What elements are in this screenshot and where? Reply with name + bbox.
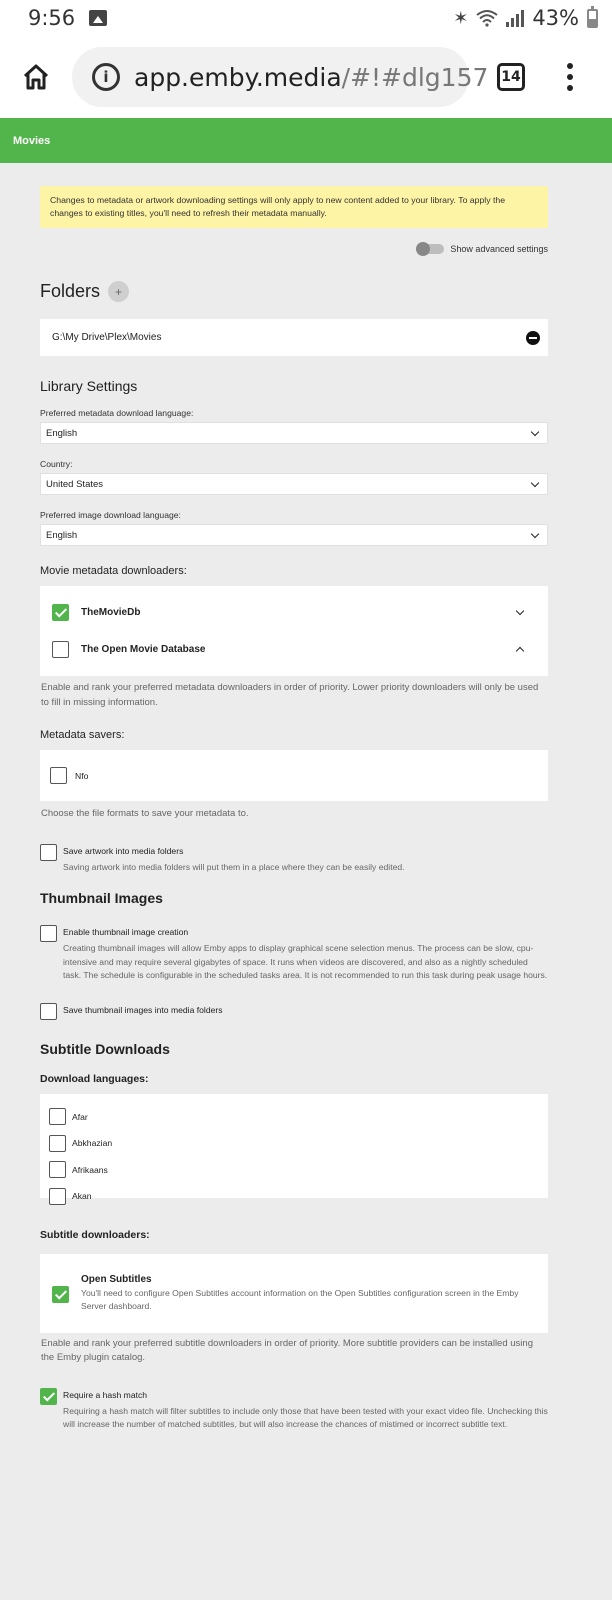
hash-match-label: Require a hash match xyxy=(63,1389,148,1400)
bluetooth-icon: ✶ xyxy=(453,7,469,28)
language-checkbox[interactable] xyxy=(49,1188,66,1205)
save-artwork-help: Saving artwork into media folders will put them in a place where they can be easily edited. xyxy=(63,861,405,872)
downloader-name: The Open Movie Database xyxy=(81,644,206,655)
home-button[interactable] xyxy=(0,36,72,118)
folder-path: G:\My Drive\Plex\Movies xyxy=(52,332,162,343)
url-path: /#!#dlg157 xyxy=(341,62,489,92)
cell-signal-icon xyxy=(506,9,524,27)
language-name: Akan xyxy=(72,1191,92,1202)
language-name: Abkhazian xyxy=(72,1138,113,1149)
movie-downloaders-help: Enable and rank your preferred metadata downloaders in order of priority. Lower priority downloaders will only be used to fill in missing information. xyxy=(41,682,539,708)
metadata-savers-heading: Metadata savers: xyxy=(40,729,125,741)
app-header xyxy=(0,118,612,163)
subtitle-downloaders-help: Enable and rank your preferred subtitle downloaders in order of priority. More subtitle providers can be installed using the Emby plugin catalog. xyxy=(41,1337,533,1363)
list-item xyxy=(40,1157,548,1184)
folder-item[interactable] xyxy=(40,319,548,356)
library-edit-form xyxy=(40,163,548,1432)
library-settings-heading: Library Settings xyxy=(40,378,138,394)
url-text xyxy=(134,62,489,92)
chevron-down-icon xyxy=(531,427,539,435)
country-label: Country: xyxy=(40,459,73,469)
metadata-notice: Changes to metadata or artwork downloading settings will only apply to new content added to your library. To apply the changes to existing titles, you'll need to refresh their metadata manually. xyxy=(40,186,548,228)
metadata-savers-list xyxy=(40,750,548,801)
download-languages-heading: Download languages: xyxy=(40,1072,149,1085)
site-info-icon[interactable]: i xyxy=(92,63,120,91)
omdb-checkbox[interactable] xyxy=(52,641,69,658)
enable-thumbnail-help: Creating thumbnail images will allow Emby apps to display graphical scene selection menus. The process can be slow, cpu-intensive and may require several gigabytes of space. It runs when videos are discovered, and also as a nightly scheduled task. The schedule is configurable in the scheduled tasks area. It is not recommended to run this task during peak usage hours. xyxy=(63,943,548,980)
country-value: United States xyxy=(46,478,104,490)
list-item xyxy=(40,594,548,631)
metadata-language-value: English xyxy=(46,427,78,439)
battery-percent: 43% xyxy=(532,6,579,30)
save-artwork-label: Save artwork into media folders xyxy=(63,845,184,856)
advanced-settings-toggle[interactable] xyxy=(418,244,444,254)
image-language-select[interactable] xyxy=(40,524,548,546)
list-item xyxy=(40,1104,548,1131)
advanced-settings-label: Show advanced settings xyxy=(450,244,548,254)
battery-icon xyxy=(587,9,598,28)
move-down-chevron-icon[interactable] xyxy=(516,607,524,615)
language-name: Afar xyxy=(72,1111,88,1122)
subtitle-downloaders-heading: Subtitle downloaders: xyxy=(40,1228,150,1241)
hash-match-help: Requiring a hash match will filter subtitles to include only those that have been tested with your exact video file. Unchecking this will increase the number of matched subtitles, but will also increase the chances of mistimed or incorrect subtitle text. xyxy=(63,1405,548,1429)
enable-thumbnail-checkbox[interactable] xyxy=(40,925,57,942)
more-options-icon[interactable] xyxy=(565,63,575,91)
download-languages-list[interactable] xyxy=(40,1094,548,1202)
page-title: Movies xyxy=(13,134,51,147)
chevron-down-icon xyxy=(531,529,539,537)
move-up-chevron-icon[interactable] xyxy=(516,647,524,655)
subtitle-downloaders-list xyxy=(40,1254,548,1333)
nfo-checkbox[interactable] xyxy=(50,767,67,784)
language-checkbox[interactable] xyxy=(49,1161,66,1178)
advanced-settings-row xyxy=(40,242,548,256)
language-checkbox[interactable] xyxy=(49,1135,66,1152)
browser-toolbar xyxy=(0,36,612,118)
save-artwork-field xyxy=(40,842,548,875)
folders-heading: Folders xyxy=(40,281,101,301)
hash-match-field xyxy=(40,1386,548,1432)
language-checkbox[interactable] xyxy=(49,1108,66,1125)
list-item xyxy=(40,631,548,668)
image-language-label: Preferred image download language: xyxy=(40,510,181,520)
thumbnail-enable-field xyxy=(40,923,548,983)
tab-switcher-button[interactable]: 14 xyxy=(497,63,525,91)
metadata-language-select[interactable] xyxy=(40,422,548,444)
subtitle-downloads-heading: Subtitle Downloads xyxy=(40,1040,170,1057)
metadata-savers-help: Choose the file formats to save your metadata to. xyxy=(41,808,249,819)
gallery-notification-icon xyxy=(89,10,107,26)
downloader-name: TheMovieDb xyxy=(81,607,141,618)
url-host: app.emby.media xyxy=(134,62,342,92)
home-icon xyxy=(22,64,50,90)
movie-downloaders-heading: Movie metadata downloaders: xyxy=(40,565,187,577)
hash-match-checkbox[interactable] xyxy=(40,1388,57,1405)
save-thumbnail-checkbox[interactable] xyxy=(40,1003,57,1020)
status-time: 9:56 xyxy=(28,6,76,30)
open-subtitles-checkbox[interactable] xyxy=(52,1286,69,1303)
list-item xyxy=(40,1183,548,1210)
country-select[interactable] xyxy=(40,473,548,495)
remove-folder-icon[interactable] xyxy=(526,331,540,345)
add-folder-button[interactable]: + xyxy=(108,281,129,302)
language-name: Afrikaans xyxy=(72,1164,108,1175)
save-thumbnail-label: Save thumbnail images into media folders xyxy=(63,1004,223,1015)
saver-name: Nfo xyxy=(75,770,89,781)
metadata-language-label: Preferred metadata download language: xyxy=(40,408,194,418)
thumbnail-save-field xyxy=(40,1001,548,1020)
enable-thumbnail-label: Enable thumbnail image creation xyxy=(63,927,189,937)
open-subtitles-name: Open Subtitles xyxy=(81,1273,152,1285)
movie-downloaders-list xyxy=(40,586,548,676)
chevron-down-icon xyxy=(531,478,539,486)
address-bar[interactable] xyxy=(72,47,489,107)
status-bar xyxy=(0,0,612,36)
open-subtitles-help: You'll need to configure Open Subtitles account information on the Open Subtitles configuration screen in the Emby Server dashboard. xyxy=(81,1287,519,1311)
list-item xyxy=(40,1130,548,1157)
image-language-value: English xyxy=(46,529,78,541)
themoviedb-checkbox[interactable] xyxy=(52,604,69,621)
wifi-icon xyxy=(476,9,498,27)
thumbnail-images-heading: Thumbnail Images xyxy=(40,890,163,906)
save-artwork-checkbox[interactable] xyxy=(40,844,57,861)
folders-header xyxy=(40,281,548,302)
